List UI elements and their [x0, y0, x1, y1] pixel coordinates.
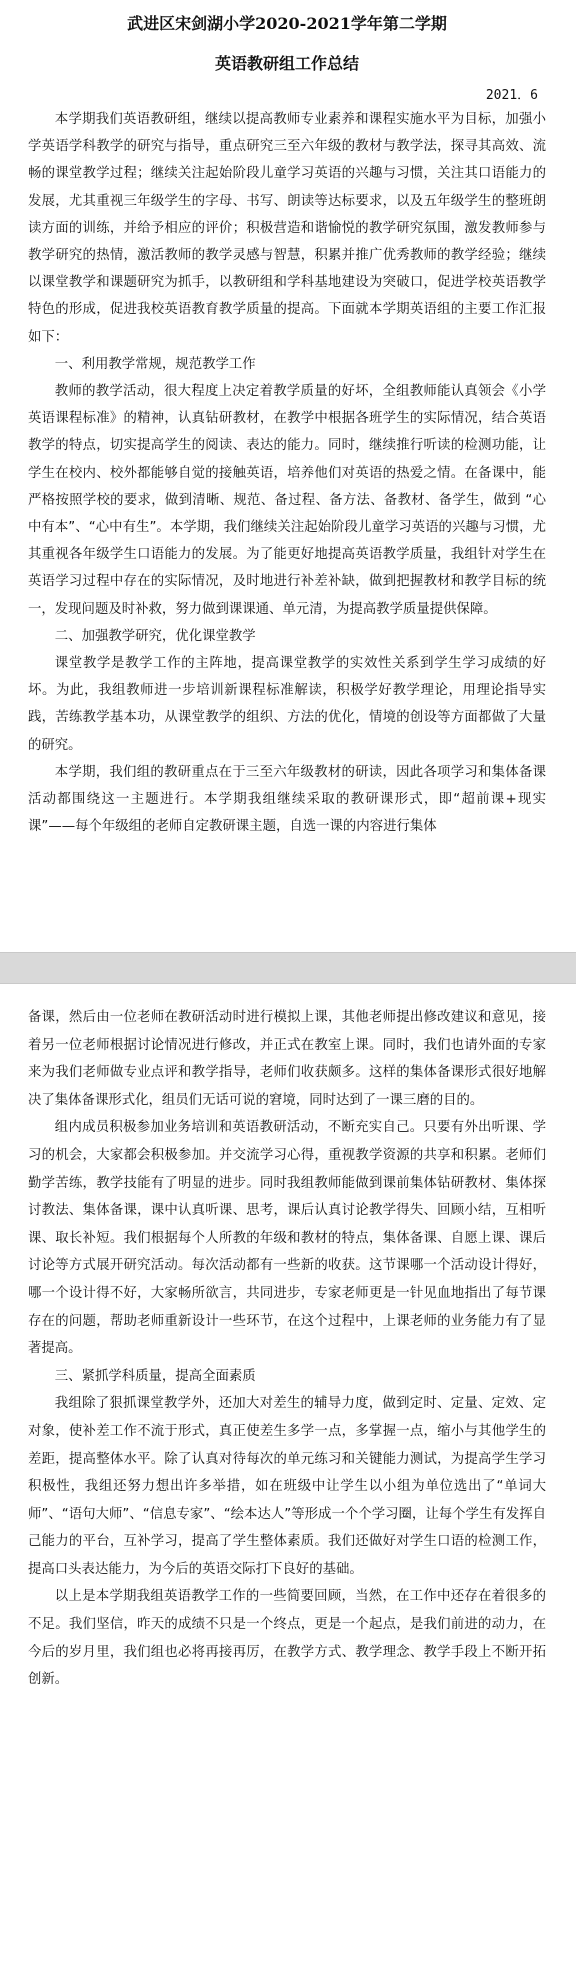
body-paragraph: 组内成员积极参加业务培训和英语教研活动，不断充实自己。只要有外出听课、学习的机会，大家都会积极参加。并交流学习心得，重视教学资源的共享和积累。老师们勤学苦练，教学技能有了明显的进步。同时我组教师能做到课前集体钻研教材、集体探讨教法、集体备课，课中认真听课、思考，课后认真讨论教学得失、回顾小结，互相听课、取长补短。我们根据每个人所教的年级和教材的特点，集体备课、自愿上课、课后讨论等方式展开研究活动。每次活动都有一些新的收获。这节课哪一个活动设计得好，哪一个设计得不好，大家畅所欲言，共同进步，专家老师更是一针见血地指出了每节课存在的问题，帮助老师重新设计一些环节，在这个过程中，上课老师的业务能力有了显著提高。 — [28, 1120, 546, 1357]
body-paragraph: 教师的教学活动，很大程度上决定着教学质量的好坏，全组教师能认真领会《小学英语课程标准》的精神，认真钻研教材，在教学中根据各班学生的实际情况，结合英语教学的特点，切实提高学生的阅读、表达的能力。同时，继续推行听读的检测功能，让学生在校内、校外都能够自觉的接触英语，培养他们对英语的热爱之情。在备课中，能严格按照学校的要求，做到清晰、规范、备过程、备方法、备教材、备学生，做到 “心中有本”、“心中有生”。本学期，我们继续关注起始阶段儿童学习英语的兴趣与习惯，尤其重视各年级学生口语能力的发展。为了能更好地提高英语教学质量，我组针对学生在英语学习过程中存在的实际情况，及时地进行补差补缺，做到把握教材和教学目标的统一，发现问题及时补救，努力做到课课通、单元清，为提高教学质量提供保障。 — [28, 384, 546, 617]
body-paragraph: 以上是本学期我组英语教学工作的一些简要回顾，当然，在工作中还存在着很多的不足。我们坚信，昨天的成绩不只是一个终点，更是一个起点，是我们前进的动力，在今后的岁月里，我们组也必将再接再厉，在教学方式、教学理念、教学手段上不断开拓创新。 — [28, 1589, 546, 1688]
document-page-2 — [0, 984, 576, 1983]
body-paragraph: 备课，然后由一位老师在教研活动时进行模拟上课，其他老师提出修改建议和意见，接着另一位老师根据讨论情况进行修改，并正式在教室上课。同时，我们也请外面的专家来为我们老师做专业点评和教学指导，老师们收获颇多。这样的集体备课形式很好地解决了集体备课形式化，组员们无话可说的窘境，同时达到了一课三磨的目的。 — [28, 1010, 546, 1108]
body-paragraph: 我组除了狠抓课堂教学外，还加大对差生的辅导力度，做到定时、定量、定效、定对象，使补差工作不流于形式，真正使差生多学一点，多掌握一点，缩小与其他学生的差距，提高整体水平。除了认真对待每次的单元练习和关键能力测试，为提高学生学习积极性，我组还努力想出许多举措，如在班级中让学生以小组为单位选出了“单词大师”、“语句大师”、“信息专家”、“绘本达人”等形成一个个学习圈，让每个学生有发挥自己能力的平台，互补学习，提高了学生整体素质。我们还做好对学生口语的检测工作，提高口头表达能力，为今后的英语交际打下良好的基础。 — [28, 1396, 546, 1577]
page-2-body — [28, 1004, 546, 1694]
section-heading: 三、紧抓学科质量，提高全面素质 — [54, 1368, 256, 1384]
body-paragraph: 本学期我们英语教研组，继续以提高教师专业素养和课程实施水平为目标，加强小学英语学科教学的研究与指导，重点研究三至六年级的教材与教学法，探寻其高效、流畅的课堂教学过程；继续关注起始阶段儿童学习英语的兴趣与习惯，关注其口语能力的发展，尤其重视三年级学生的字母、书写、朗读等达标要求，以及五年级学生的整班朗读方面的训练，并给予相应的评价；积极营造和谐愉悦的教学研究氛围，激发教师参与教学研究的热情，激活教师的教学灵感与智慧，积累并推广优秀教师的教学经验；继续以课堂教学和课题研究为抓手，以教研组和学科基地建设为突破口，促进学校英语教学特色的形成，促进我校英语教育教学质量的提高。下面就本学期英语组的主要工作汇报如下： — [28, 112, 546, 345]
page-1-body — [28, 106, 546, 840]
document-date: 2021．6 — [485, 88, 538, 103]
section-heading: 一、利用教学常规，规范教学工作 — [54, 356, 256, 372]
document-subtitle: 英语教研组工作总结 — [214, 54, 359, 73]
page-separator — [0, 952, 576, 984]
body-paragraph: 本学期，我们组的教研重点在于三至六年级教材的研读，因此各项学习和集体备课活动都围绕这一主题进行。本学期我组继续采取的教研课形式，即“超前课+现实课”——每个年级组的老师自定教研课主题，自选一课的内容进行集体 — [28, 764, 546, 835]
document-page-1 — [0, 0, 576, 952]
section-heading: 二、加强教学研究，优化课堂教学 — [54, 628, 256, 644]
document-title: 武进区宋剑湖小学2020-2021学年第二学期 — [127, 14, 447, 33]
body-paragraph: 课堂教学是教学工作的主阵地，提高课堂教学的实效性关系到学生学习成绩的好坏。为此，我组教师进一步培训新课程标准解读，积极学好教学理论，用理论指导实践，苦练教学基本功，从课堂教学的组织、方法的优化，情境的创设等方面都做了大量的研究。 — [28, 656, 546, 753]
